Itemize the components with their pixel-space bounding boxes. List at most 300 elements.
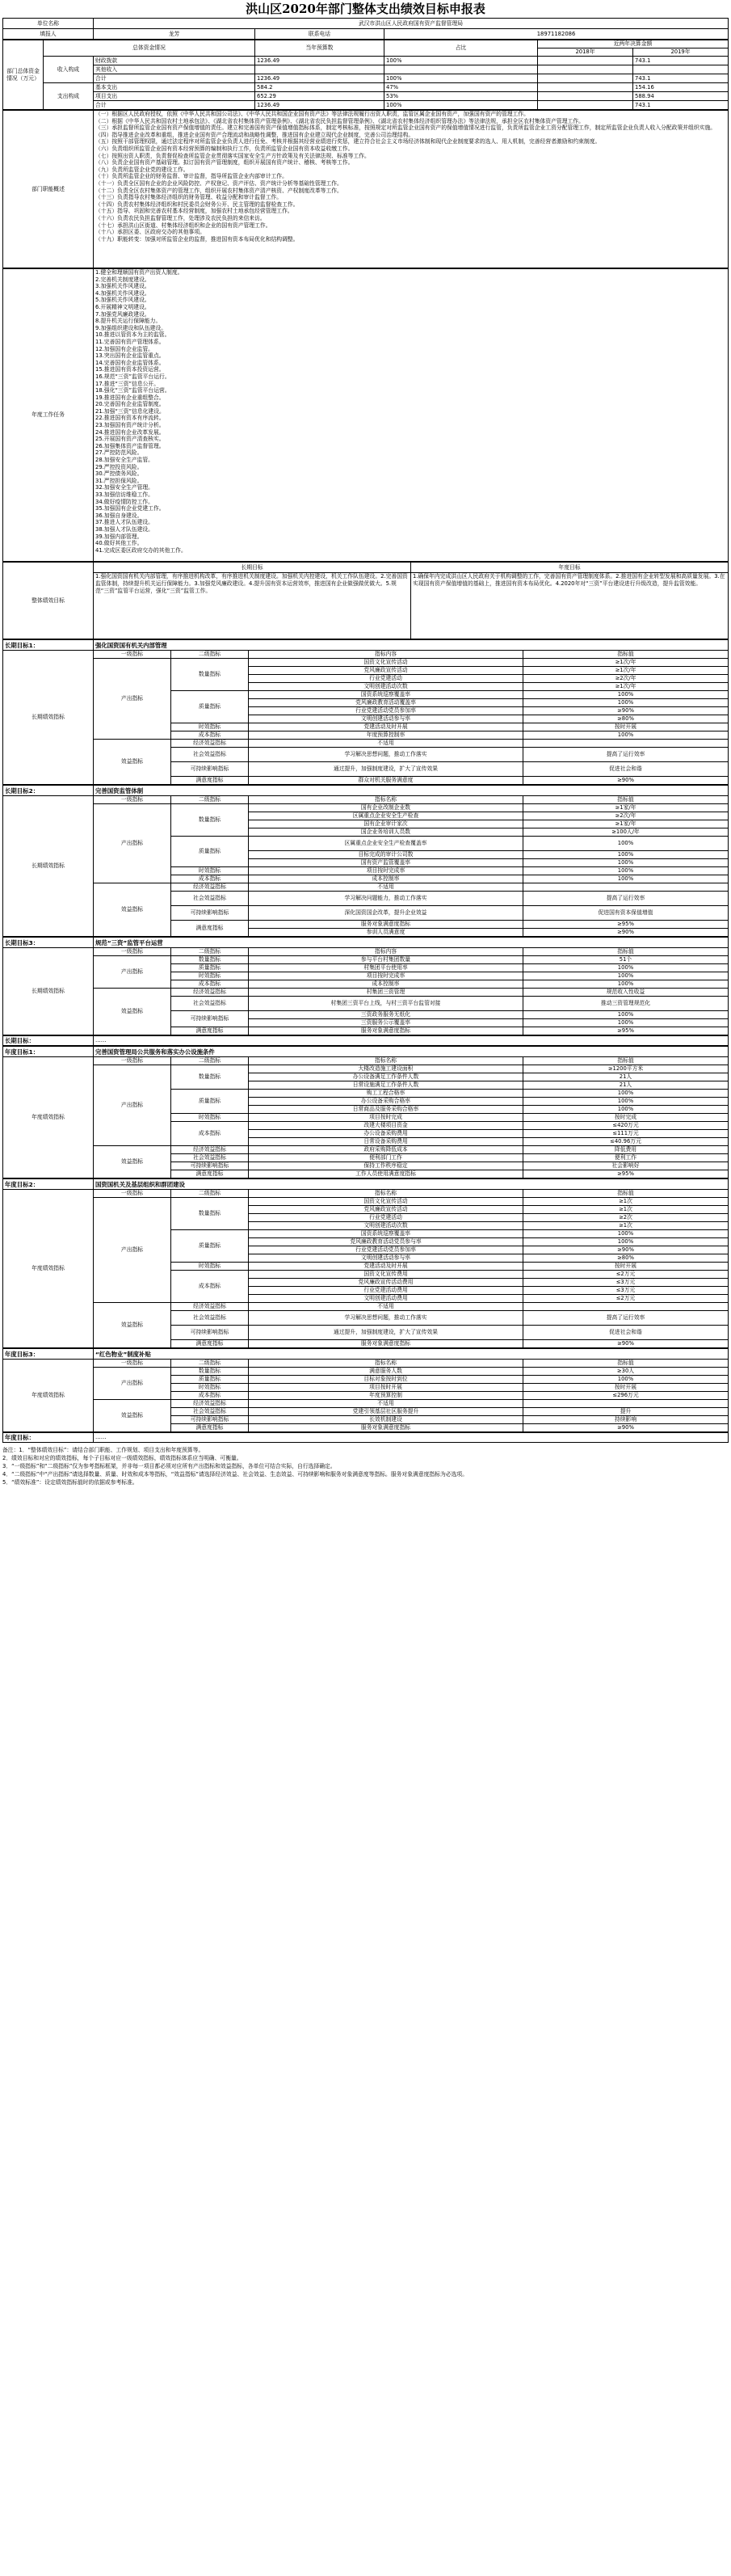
duty-line: （一）根据区人民政府授权，依照《中华人民共和国公司法》、《中华人民共和国企业国有资产法》等法律法规履行出资人职责，监管区属企业国有资产，加强国有资产的管理工作。 bbox=[95, 111, 529, 117]
indicator-header: 指标名称 bbox=[249, 1360, 523, 1368]
indicator-value: ≤420万元 bbox=[523, 1122, 729, 1130]
indicator-name: 行业党建活动 bbox=[249, 675, 523, 683]
indicator-value: ≥1200平方米 bbox=[523, 1065, 729, 1073]
budget-side-label: 部门总体资金情况（万元） bbox=[3, 40, 44, 110]
duty-line: （十八）承担区委、区政府交办的其他事项。 bbox=[95, 229, 205, 236]
indicator-value: 100% bbox=[523, 691, 729, 699]
level2-indicator: 社会效益指标 bbox=[171, 1154, 249, 1162]
indicator-header: 一级指标 bbox=[94, 1360, 171, 1368]
level1-indicator: 效益指标 bbox=[94, 740, 171, 785]
long-goal-header: 长期目标 bbox=[94, 563, 411, 573]
indicator-name: 日常商品及服务采购合格率 bbox=[249, 1106, 523, 1114]
indicator-name: 文明创建活动费用 bbox=[249, 1295, 523, 1303]
indicator-header: 指标内容 bbox=[249, 651, 523, 659]
level1-indicator: 产出指标 bbox=[94, 1368, 171, 1400]
indicator-name: 文明创建活动参与率 bbox=[249, 715, 523, 723]
indicator-name: 国资系统巡察覆盖率 bbox=[249, 691, 523, 699]
task-item: 8.提升机关运行保障能力。 bbox=[95, 318, 162, 325]
indicator-name: 长效机制建设 bbox=[249, 1416, 523, 1424]
duty-line: （十五）指导、巩固和完善农村基本经营制度，加强农村土地承包经营管理工作。 bbox=[95, 208, 293, 215]
tasks-label: 年度工作任务 bbox=[3, 269, 94, 562]
indicator-name: 保持工作秩序稳定 bbox=[249, 1162, 523, 1170]
level2-indicator: 质量指标 bbox=[171, 1090, 249, 1114]
indicator-header: 指标值 bbox=[523, 1057, 729, 1065]
level1-indicator: 产出指标 bbox=[94, 1065, 171, 1146]
level2-indicator: 成本指标 bbox=[171, 875, 249, 883]
indicator-value: ≥95% bbox=[523, 1170, 729, 1178]
budget-current-header: 当年预算数 bbox=[255, 40, 384, 57]
task-item: 9.加强组织建设和队伍建设。 bbox=[95, 324, 167, 331]
indicator-header: 一级指标 bbox=[94, 1190, 171, 1198]
indicator-value: ≥80% bbox=[523, 715, 729, 723]
indicator-header: 指标值 bbox=[523, 948, 729, 956]
indicator-value: 提高了运行效率 bbox=[523, 1311, 729, 1326]
indicator-value: 促进社会和谐 bbox=[523, 1326, 729, 1340]
task-item: 14.完善国有企业监管体系。 bbox=[95, 359, 165, 366]
indicator-value: ≥1次 bbox=[523, 1222, 729, 1230]
task-item: 3.加强机关作风建设。 bbox=[95, 283, 150, 290]
indicator-value: ≥30人 bbox=[523, 1368, 729, 1376]
level2-indicator: 可持续影响指标 bbox=[171, 762, 249, 777]
duty-line: （十二）负责全区农村集体资产的管理工作，组织开展农村集体资产清产核资、产权制度改革等工作。 bbox=[95, 187, 342, 194]
income-row-2019 bbox=[633, 65, 729, 74]
indicator-name: 日常设备采购费用 bbox=[249, 1138, 523, 1146]
indicator-value: 100% bbox=[523, 980, 729, 989]
indicator-name: 区属重点企业安全生产检查 bbox=[249, 812, 523, 820]
expense-row-name: 合计 bbox=[94, 101, 255, 110]
level2-indicator: 成本指标 bbox=[171, 731, 249, 740]
duty-line: （二）根据《中华人民共和国农村土地承包法》、《湖北省农村集体资产管理条例》、《湖北省农民负担监督管理条例》、《湖北省农村集体经济组织管理办法》等法律法规，承担全区农村集体资产管理工作。 bbox=[95, 117, 584, 124]
level1-indicator: 产出指标 bbox=[94, 804, 171, 883]
task-item: 29.严控投资风险。 bbox=[95, 463, 143, 470]
indicator-name: 党风廉政宣传活动 bbox=[249, 667, 523, 675]
indicator-value: ≥1次/年 bbox=[523, 683, 729, 691]
indicator-name: 国有企业审计家次 bbox=[249, 820, 523, 828]
level2-indicator: 质量指标 bbox=[171, 964, 249, 972]
level2-indicator: 数量指标 bbox=[171, 659, 249, 691]
indicator-value: 促进国有资本保值增值 bbox=[523, 906, 729, 921]
level2-indicator: 可持续影响指标 bbox=[171, 1416, 249, 1424]
level2-indicator: 可持续影响指标 bbox=[171, 906, 249, 921]
level2-indicator: 成本指标 bbox=[171, 1122, 249, 1146]
income-row-2018 bbox=[538, 65, 633, 74]
task-item: 40.做好其他工作。 bbox=[95, 540, 143, 547]
goal-label: 年度目标2： bbox=[3, 1179, 94, 1190]
indicator-value: 100% bbox=[523, 837, 729, 851]
level2-indicator: 社会效益指标 bbox=[171, 1408, 249, 1416]
notes bbox=[2, 1446, 728, 1486]
goal-label: 长期目标1： bbox=[3, 640, 94, 651]
indicator-value bbox=[523, 1303, 729, 1311]
indicator-header: 二级指标 bbox=[171, 1360, 249, 1368]
duty-line: （四）指导推进企业改革和重组，推进企业国有资产合理流动和战略性调整，推进国有企业建立现代企业制度，完善公司治理结构。 bbox=[95, 131, 414, 138]
placeholder-goal-label: 年度目标： bbox=[3, 1433, 94, 1443]
indicator-name: 群众对机关服务满意度 bbox=[249, 777, 523, 785]
indicator-value: ≥95% bbox=[523, 1027, 729, 1035]
budget-2018-header: 2018年 bbox=[538, 48, 633, 57]
task-item: 15.推进国有资本投资运营。 bbox=[95, 366, 165, 373]
level2-indicator: 满意度指标 bbox=[171, 1340, 249, 1348]
indicator-value: ≥90% bbox=[523, 1246, 729, 1254]
indicator-name: 项目按时开展 bbox=[249, 1384, 523, 1392]
income-row-ratio: 100% bbox=[384, 74, 538, 83]
indicator-value: 21人 bbox=[523, 1073, 729, 1081]
task-item: 22.推进国有资本有序流转。 bbox=[95, 415, 165, 422]
indicator-value: 21人 bbox=[523, 1081, 729, 1090]
filler-value: 龙芳 bbox=[94, 29, 255, 40]
indicator-table bbox=[2, 1348, 729, 1432]
task-item: 33.加强信访维稳工作。 bbox=[95, 491, 153, 498]
tasks-table bbox=[2, 268, 729, 562]
indicator-value: 促进社会和谐 bbox=[523, 762, 729, 777]
page-title: 洪山区2020年部门整体支出绩效目标申报表 bbox=[246, 2, 485, 16]
task-item: 34.做好疫情防控工作。 bbox=[95, 498, 153, 505]
expense-row-2018 bbox=[538, 92, 633, 101]
note-line: 3．“一级指标”和“二级指标”仅为参考指标框架，并非每一项目都必须对应所有产出指标和效益指标，各单位可结合实际，自行选择确定。 bbox=[2, 1463, 336, 1469]
indicator-value: ≥90% bbox=[523, 1340, 729, 1348]
income-row-name: 合计 bbox=[94, 74, 255, 83]
indicator-name: 三资服务公示覆盖率 bbox=[249, 1019, 523, 1027]
indicator-value: ≥1次 bbox=[523, 1206, 729, 1214]
indicator-name: 办公设备采购费用 bbox=[249, 1130, 523, 1138]
level2-indicator: 时效指标 bbox=[171, 867, 249, 875]
task-item: 2.完善机关制度建设。 bbox=[95, 276, 150, 283]
indicator-value: 推动三资管理规范化 bbox=[523, 997, 729, 1011]
indicator-value: ≥80% bbox=[523, 1254, 729, 1263]
indicator-name: 行业党建活动党员参加率 bbox=[249, 707, 523, 715]
task-item: 26.加强集体资产监督管理。 bbox=[95, 442, 165, 449]
indicator-value: ≤2万元 bbox=[523, 1295, 729, 1303]
indicator-name: 参训人员满意度 bbox=[249, 929, 523, 937]
indicator-name: 参与平台村集团数量 bbox=[249, 956, 523, 964]
task-item: 12.加强国有企业监管。 bbox=[95, 345, 153, 352]
task-item: 27.严控防范风险。 bbox=[95, 449, 143, 457]
indicator-name: 不适用 bbox=[249, 883, 523, 892]
budget-ratio-header: 占比 bbox=[384, 40, 538, 57]
indicator-name: 国有企业改制企业数 bbox=[249, 804, 523, 812]
indicator-value: 100% bbox=[523, 731, 729, 740]
indicator-side-label: 年度绩效指标 bbox=[3, 1360, 94, 1432]
indicator-value: 社会影响好 bbox=[523, 1162, 729, 1170]
indicator-name: 办公设备满足工作条件人数 bbox=[249, 1073, 523, 1081]
duty-line: （十四）负责农村集体经济组织和村民委员会财务公开、民主管理的监督检查工作。 bbox=[95, 200, 299, 208]
level2-indicator: 质量指标 bbox=[171, 837, 249, 867]
task-item: 18.强化“三资”监管平台运营。 bbox=[95, 387, 170, 394]
expense-label: 支出构成 bbox=[44, 83, 94, 110]
expense-row-2018 bbox=[538, 101, 633, 110]
level1-indicator: 效益指标 bbox=[94, 1146, 171, 1178]
expense-row-2019: 743.1 bbox=[633, 101, 729, 110]
level2-indicator: 成本指标 bbox=[171, 1392, 249, 1400]
indicator-name: 通过提升，加强制度建设，扩大了宣传效果 bbox=[249, 1326, 523, 1340]
task-item: 41.完成区委区政府交办的其他工作。 bbox=[95, 546, 187, 554]
budget-table bbox=[2, 40, 729, 110]
level2-indicator: 满意度指标 bbox=[171, 921, 249, 937]
indicator-name: 党建活动及时开展 bbox=[249, 1263, 523, 1271]
budget-overall-header: 总体资金情况 bbox=[44, 40, 255, 57]
indicator-value: ≥1次/年 bbox=[523, 659, 729, 667]
indicator-name: 大楼改造施工建设面积 bbox=[249, 1065, 523, 1073]
indicator-value: ≤296万元 bbox=[523, 1392, 729, 1400]
indicator-value: ≤3万元 bbox=[523, 1287, 729, 1295]
level2-indicator: 社会效益指标 bbox=[171, 892, 249, 906]
indicator-name: 行业党建活动党员参加率 bbox=[249, 1246, 523, 1254]
indicator-header: 指标名称 bbox=[249, 1190, 523, 1198]
task-item: 19.推进国有企业重组整合。 bbox=[95, 394, 165, 401]
indicator-value: 100% bbox=[523, 699, 729, 707]
indicator-value bbox=[523, 740, 729, 748]
indicator-value: 100% bbox=[523, 1230, 729, 1238]
income-row-2018 bbox=[538, 57, 633, 65]
indicator-value: 100% bbox=[523, 859, 729, 867]
indicator-value: 100% bbox=[523, 1106, 729, 1114]
task-item: 23.加强国有资产统计分析。 bbox=[95, 422, 165, 429]
level2-indicator: 满意度指标 bbox=[171, 1424, 249, 1432]
indicator-name: 服务对象满意度指标 bbox=[249, 921, 523, 929]
indicator-side-label: 长期绩效指标 bbox=[3, 948, 94, 1035]
task-item: 10.推进以管资本为主的监管。 bbox=[95, 331, 170, 339]
expense-row-name: 项目支出 bbox=[94, 92, 255, 101]
income-row-ratio: 100% bbox=[384, 57, 538, 65]
task-item: 37.推进人才队伍建设。 bbox=[95, 519, 153, 526]
indicator-value: ≤40.96万元 bbox=[523, 1138, 729, 1146]
indicator-name: 党风廉政宣传活动费用 bbox=[249, 1279, 523, 1287]
task-item: 13.突出国有企业监管重点。 bbox=[95, 352, 165, 360]
level2-indicator: 经济效益指标 bbox=[171, 740, 249, 748]
indicator-value: ≤2万元 bbox=[523, 1271, 729, 1279]
indicator-table bbox=[2, 937, 729, 1035]
indicator-name: 服务对象满意度指标 bbox=[249, 1340, 523, 1348]
indicator-value bbox=[523, 1400, 729, 1408]
indicator-value: ≥1家/年 bbox=[523, 804, 729, 812]
indicator-value: 规范收入性收益 bbox=[523, 989, 729, 997]
indicator-name: 国资文化宣传活动 bbox=[249, 659, 523, 667]
indicator-table bbox=[2, 1178, 729, 1348]
indicator-name: 年度预算控制率 bbox=[249, 731, 523, 740]
level2-indicator: 社会效益指标 bbox=[171, 1311, 249, 1326]
task-item: 25.开展国有资产清查核实。 bbox=[95, 436, 165, 443]
note-line: 5．“绩效标准”：设定绩效指标值时的依据或参考标准。 bbox=[2, 1479, 138, 1486]
indicator-name: 年度预算控制 bbox=[249, 1392, 523, 1400]
level2-indicator: 经济效益指标 bbox=[171, 883, 249, 892]
duty-line: （十一）负责全区国有企业的企业风险防控、产权登记、资产评估、资产统计分析等基础性管理工作。 bbox=[95, 179, 342, 187]
indicator-name: 文明创建活动次数 bbox=[249, 1222, 523, 1230]
indicator-side-label: 长期绩效指标 bbox=[3, 796, 94, 937]
indicator-value bbox=[523, 883, 729, 892]
indicator-value: 100% bbox=[523, 867, 729, 875]
task-item: 36.加强自身建设。 bbox=[95, 512, 143, 519]
indicator-name: 党风廉政教育活动党员参与率 bbox=[249, 1238, 523, 1246]
indicator-name: 成本控制率 bbox=[249, 875, 523, 883]
indicator-value: ≥90% bbox=[523, 929, 729, 937]
indicator-name: 学习解决思想问题，推动工作落实 bbox=[249, 748, 523, 762]
indicator-header: 一级指标 bbox=[94, 948, 171, 956]
duty-line: （十七）承担洪山区街道、村集体经济组织和企业的国有资产管理工作。 bbox=[95, 221, 271, 229]
expense-row-name: 基本支出 bbox=[94, 83, 255, 92]
indicator-name: 满意服务人数 bbox=[249, 1368, 523, 1376]
indicator-header: 指标名称 bbox=[249, 796, 523, 804]
level2-indicator: 时效指标 bbox=[171, 972, 249, 980]
filler-label: 填报人 bbox=[3, 29, 94, 40]
tasks-content bbox=[94, 269, 729, 562]
indicator-name: 村集团平台使用率 bbox=[249, 964, 523, 972]
indicator-value: 按时开展 bbox=[523, 723, 729, 731]
expense-row-amount: 584.2 bbox=[255, 83, 384, 92]
goal-label: 年度目标3： bbox=[3, 1349, 94, 1360]
indicator-table bbox=[2, 785, 729, 937]
indicator-side-label: 年度绩效指标 bbox=[3, 1057, 94, 1178]
indicator-name: 政府采购降低成本 bbox=[249, 1146, 523, 1154]
indicator-value: 便利工作 bbox=[523, 1154, 729, 1162]
indicator-value: 100% bbox=[523, 1090, 729, 1098]
level2-indicator: 时效指标 bbox=[171, 1384, 249, 1392]
indicator-name: 学习解决问题能力，推动工作落实 bbox=[249, 892, 523, 906]
indicator-value: 100% bbox=[523, 1019, 729, 1027]
level2-indicator: 质量指标 bbox=[171, 1230, 249, 1263]
duty-line: （九）负责所监管企业党的建设工作。 bbox=[95, 166, 189, 173]
income-row-name: 其他收入 bbox=[94, 65, 255, 74]
expense-row-2019: 588.94 bbox=[633, 92, 729, 101]
level2-indicator: 数量指标 bbox=[171, 956, 249, 964]
task-item: 30.严控债务风险。 bbox=[95, 470, 143, 478]
indicator-name: 国有资产监管覆盖率 bbox=[249, 859, 523, 867]
indicator-name: 行业党建活动 bbox=[249, 1214, 523, 1222]
level1-indicator: 效益指标 bbox=[94, 883, 171, 937]
level2-indicator: 经济效益指标 bbox=[171, 1146, 249, 1154]
indicator-value: 100% bbox=[523, 851, 729, 859]
indicator-name: 国资文化宣传活动 bbox=[249, 1198, 523, 1206]
indicator-name: 项目按时完成率 bbox=[249, 972, 523, 980]
income-row-amount bbox=[255, 65, 384, 74]
level2-indicator: 经济效益指标 bbox=[171, 1400, 249, 1408]
task-item: 39.加强内部管理。 bbox=[95, 533, 143, 540]
task-item: 20.完善国有企业监管制度。 bbox=[95, 401, 165, 408]
indicator-header: 指标值 bbox=[523, 1360, 729, 1368]
indicator-table bbox=[2, 1046, 729, 1178]
indicator-header: 指标值 bbox=[523, 796, 729, 804]
level1-indicator: 效益指标 bbox=[94, 1303, 171, 1348]
duties-table bbox=[2, 110, 729, 268]
level1-indicator: 产出指标 bbox=[94, 956, 171, 989]
expense-row-ratio: 47% bbox=[384, 83, 538, 92]
header-table bbox=[2, 18, 729, 40]
indicator-value: 100% bbox=[523, 964, 729, 972]
level1-indicator: 产出指标 bbox=[94, 659, 171, 740]
indicator-name: 区属重点企业安全生产检查覆盖率 bbox=[249, 837, 523, 851]
level2-indicator: 满意度指标 bbox=[171, 777, 249, 785]
indicator-name: 改建大楼项目资金 bbox=[249, 1122, 523, 1130]
task-item: 32.加强安全生产管理。 bbox=[95, 484, 153, 491]
indicator-value: 100% bbox=[523, 1238, 729, 1246]
level1-indicator: 效益指标 bbox=[94, 989, 171, 1035]
level2-indicator: 可持续影响指标 bbox=[171, 1162, 249, 1170]
income-row-name: 财政拨款 bbox=[94, 57, 255, 65]
indicator-value: 100% bbox=[523, 1376, 729, 1384]
indicator-name: 国资系统巡察覆盖率 bbox=[249, 1230, 523, 1238]
unit-label: 单位名称 bbox=[3, 19, 94, 29]
indicator-value: ≥1次/年 bbox=[523, 667, 729, 675]
budget-2019-header: 2019年 bbox=[633, 48, 729, 57]
expense-row-ratio: 100% bbox=[384, 101, 538, 110]
level2-indicator: 经济效益指标 bbox=[171, 1303, 249, 1311]
duties-content bbox=[94, 111, 729, 268]
task-item: 35.加强国有企业党建工作。 bbox=[95, 505, 165, 512]
indicator-value: 降低费用 bbox=[523, 1146, 729, 1154]
duty-line: （五）按照干部管理权限，通过法定程序对所监管企业负责人进行任免、考核并根据其经营业绩进行奖惩，建立符合社会主义市场经济体制和现代企业制度要求的选人、用人机制，完善经营者激励和约束制度。 bbox=[95, 138, 601, 145]
income-row-amount: 1236.49 bbox=[255, 57, 384, 65]
indicator-value: 提高了运行效率 bbox=[523, 892, 729, 906]
income-row-2019: 743.1 bbox=[633, 74, 729, 83]
level2-indicator: 数量指标 bbox=[171, 1368, 249, 1376]
note-line: 4．“二级指标”中“产出指标”请选择数量、质量、时效和成本等指标，“效益指标”请选择经济效益、社会效益、生态效益、可持续影响和服务对象满意度等指标。服务对象满意度指标为必选项。 bbox=[2, 1471, 468, 1478]
indicator-value: 51个 bbox=[523, 956, 729, 964]
expense-row-2018 bbox=[538, 83, 633, 92]
indicator-name: 办公设备采购合格率 bbox=[249, 1098, 523, 1106]
indicator-name: 文明创建活动参与率 bbox=[249, 1254, 523, 1263]
indicator-value: 按时完成 bbox=[523, 1114, 729, 1122]
indicator-header: 一级指标 bbox=[94, 651, 171, 659]
indicator-name: 工作人员使用满意度指标 bbox=[249, 1170, 523, 1178]
level2-indicator: 质量指标 bbox=[171, 691, 249, 723]
level2-indicator: 时效指标 bbox=[171, 723, 249, 731]
indicator-value: ≥90% bbox=[523, 1424, 729, 1432]
indicator-table bbox=[2, 639, 729, 785]
duty-line: （六）负责组织所监管企业国有资本经营预算的编制和执行工作，负责所监管企业国有资本收益收缴工作。 bbox=[95, 145, 354, 152]
expense-row-amount: 1236.49 bbox=[255, 101, 384, 110]
goal-text: 国资国机关及基层组织和群团建设 bbox=[94, 1179, 729, 1190]
goal-text: 规范“三资”监管平台运营 bbox=[94, 938, 729, 948]
indicator-name: 购工工程合格率 bbox=[249, 1090, 523, 1098]
indicator-name: 党建活动及时开展 bbox=[249, 723, 523, 731]
level2-indicator: 数量指标 bbox=[171, 804, 249, 837]
goal-label: 长期目标3： bbox=[3, 938, 94, 948]
task-item: 21.加强“三资”信息化建设。 bbox=[95, 407, 165, 415]
duties-label: 部门职能概述 bbox=[3, 111, 94, 268]
indicator-name: 深化国资国企改革，提升企业效益 bbox=[249, 906, 523, 921]
placeholder-goal-dots: …… bbox=[94, 1433, 729, 1443]
indicator-header: 一级指标 bbox=[94, 796, 171, 804]
level2-indicator: 经济效益指标 bbox=[171, 989, 249, 997]
indicator-value: 提升 bbox=[523, 1408, 729, 1416]
indicator-name: 党建引领基层社区服务提升 bbox=[249, 1408, 523, 1416]
note-line: 备注：1．“整体绩效目标”：请结合部门职能、工作规划、项目支出和年度预算等。 bbox=[2, 1447, 204, 1453]
contact-label: 联系电话 bbox=[255, 29, 384, 40]
indicator-value: ≥90% bbox=[523, 707, 729, 715]
level2-indicator: 社会效益指标 bbox=[171, 748, 249, 762]
indicator-header: 一级指标 bbox=[94, 1057, 171, 1065]
indicator-value: 按时开展 bbox=[523, 1384, 729, 1392]
level2-indicator: 数量指标 bbox=[171, 1198, 249, 1230]
indicator-name: 村集团三资管理 bbox=[249, 989, 523, 997]
indicator-value: ≤3万元 bbox=[523, 1279, 729, 1287]
level2-indicator: 时效指标 bbox=[171, 1263, 249, 1271]
income-row-2019: 743.1 bbox=[633, 57, 729, 65]
indicator-value: 按时开展 bbox=[523, 1263, 729, 1271]
unit-value: 武汉市洪山区人民政府国有资产监督管理局 bbox=[94, 19, 729, 29]
level2-indicator: 数量指标 bbox=[171, 1065, 249, 1090]
level2-indicator: 成本指标 bbox=[171, 1271, 249, 1303]
indicator-name: 不适用 bbox=[249, 740, 523, 748]
level2-indicator: 满意度指标 bbox=[171, 1027, 249, 1035]
duty-line: （十）负责所监管企业的财务监督、审计监督，指导所监管企业内部审计工作。 bbox=[95, 173, 288, 180]
indicator-name: 村集团三资平台上线，与村三资平台监管对接 bbox=[249, 997, 523, 1011]
indicator-value: 100% bbox=[523, 1098, 729, 1106]
indicator-header: 指标名称 bbox=[249, 1057, 523, 1065]
goal-text: 完善国资监管体制 bbox=[94, 786, 729, 796]
duty-line: （三）承担监督所监管企业国有资产保值增值的责任。建立和完善国有资产保值增值指标体系，制定考核标准，按照规定对所监管企业国有资产的保值增值情况进行监管，负责所监管企业工资分配管理工作，制定所监管企业负责人收入分配政策并组织实施。 bbox=[95, 124, 716, 132]
indicator-value: 持续影响 bbox=[523, 1416, 729, 1424]
indicator-name: 通过提升，加强制度建设，扩大了宣传效果 bbox=[249, 762, 523, 777]
